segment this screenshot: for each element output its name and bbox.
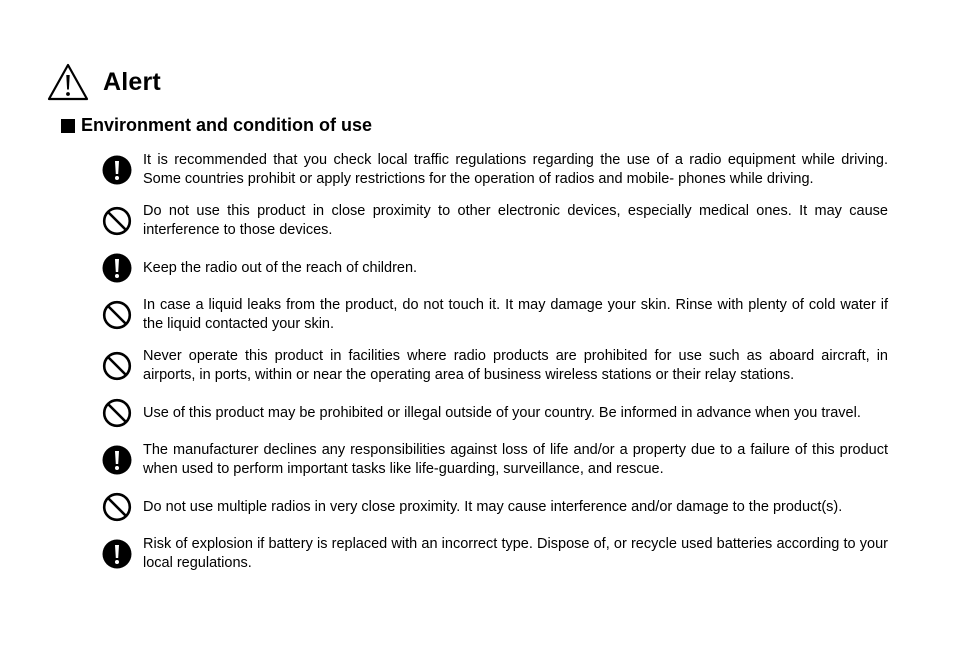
section-title: Environment and condition of use	[81, 115, 373, 135]
item-text: Never operate this product in facilities where radio products are prohibited for use such as aboard aircraft, in airports, in ports, within or near the operating area of business wireless stations or their relay stations.	[143, 348, 888, 383]
exclamation-circle-icon	[100, 253, 134, 283]
list-item	[100, 492, 888, 522]
item-text: In case a liquid leaks from the product, do not touch it. It may damage your skin. Rinse with plenty of cold water if the liquid contacted your skin.	[143, 297, 888, 332]
alert-list	[100, 151, 888, 586]
exclamation-circle-icon	[100, 155, 134, 185]
list-item	[100, 347, 888, 385]
prohibition-icon	[100, 351, 134, 381]
black-square-icon	[61, 119, 75, 133]
section-heading	[61, 115, 372, 136]
list-item	[100, 441, 888, 479]
warning-triangle-icon	[47, 62, 89, 102]
item-text: Do not use this product in close proximity to other electronic devices, especially medical ones. It may cause interference to those devices.	[143, 203, 888, 238]
exclamation-circle-icon	[100, 539, 134, 569]
exclamation-circle-icon	[100, 445, 134, 475]
page-title: Alert	[103, 67, 161, 96]
list-item	[100, 253, 888, 283]
alert-header	[47, 62, 161, 102]
prohibition-icon	[100, 492, 134, 522]
item-text: Do not use multiple radios in very close proximity. It may cause interference and/or damage to the product(s).	[143, 498, 843, 515]
prohibition-icon	[100, 398, 134, 428]
item-text: Risk of explosion if battery is replaced with an incorrect type. Dispose of, or recycle used batteries according to your local regulations.	[143, 536, 888, 571]
prohibition-icon	[100, 300, 134, 330]
list-item	[100, 296, 888, 334]
item-text: The manufacturer declines any responsibilities against loss of life and/or a property due to a failure of this product when used to perform important tasks like life-guarding, surveillance, and rescue.	[143, 442, 888, 477]
list-item	[100, 398, 888, 428]
item-text: Use of this product may be prohibited or illegal outside of your country. Be informed in advance when you travel.	[143, 404, 861, 421]
list-item	[100, 202, 888, 240]
prohibition-icon	[100, 206, 134, 236]
item-text: It is recommended that you check local traffic regulations regarding the use of a radio equipment while driving. Some countries prohibit or apply restrictions for the operation of radios and mobile- phones while driving.	[143, 152, 888, 187]
item-text: Keep the radio out of the reach of children.	[143, 259, 418, 276]
list-item	[100, 151, 888, 189]
list-item	[100, 535, 888, 573]
